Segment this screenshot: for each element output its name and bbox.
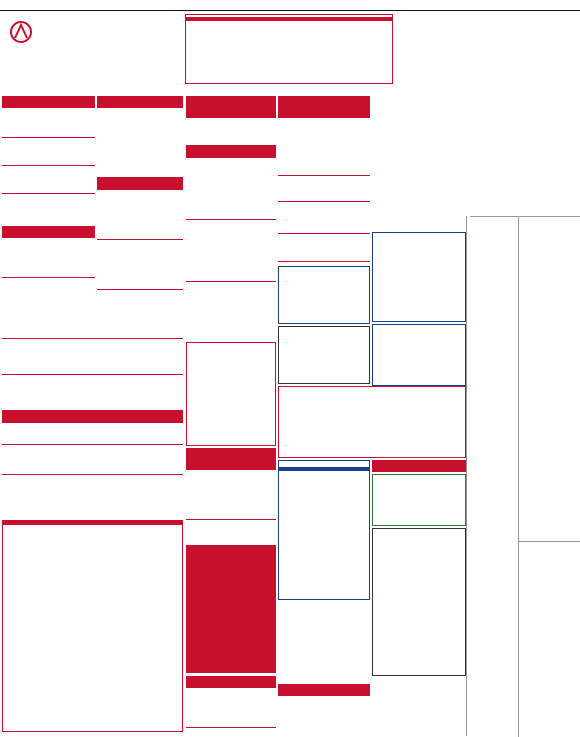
ad-german-shepherd: [97, 190, 183, 240]
cars-wanted-ad: [186, 342, 276, 446]
ad-painting: [278, 118, 370, 176]
ad-guitars: [2, 423, 183, 445]
goods-vehicle-text: [519, 546, 580, 548]
section-situations: [186, 676, 276, 688]
ad-dog-training: [97, 240, 183, 290]
ad-builder: [278, 202, 370, 234]
column-gardening: [372, 460, 466, 472]
contact-block: [186, 17, 392, 21]
ad-collie-pups: [186, 118, 276, 146]
deadline-banner: [185, 14, 393, 84]
column-poultry: [97, 96, 183, 178]
ad-plasterer: [278, 234, 370, 262]
goods-vehicle-notice: [518, 541, 580, 737]
postal-row-12: [9, 581, 176, 603]
postal-title: [3, 521, 182, 525]
section-gardening: [372, 460, 466, 472]
it-pays-to-advertise: [372, 680, 466, 725]
section-trades-1: [186, 96, 276, 118]
column-pets-2: [97, 178, 183, 290]
column-trades-right: [278, 96, 370, 262]
section-for-sale: [2, 96, 95, 108]
licensing-notice-1: [466, 216, 518, 736]
ad-spaniel: [2, 339, 183, 375]
licensing-notice-2: [518, 216, 580, 541]
ad-joinery: [278, 176, 370, 202]
postal-copy-box: [2, 520, 183, 732]
online-subscription-ad: [186, 545, 276, 673]
ad-bricklayer: [186, 688, 276, 728]
infrastructure-notice-2: [479, 14, 525, 214]
section-pets-1: [2, 226, 95, 238]
ad-2-bedroom: [186, 158, 276, 220]
ad-kittens: [2, 375, 183, 411]
ad-sticks: [2, 138, 95, 166]
local-govt-notice: [525, 14, 580, 216]
ad-slates: [2, 445, 183, 475]
bathroom-ad: [278, 460, 370, 600]
column-pets-wide: [2, 281, 183, 475]
alpha-logo-icon: [9, 20, 39, 44]
drafty-windows-ad: [372, 232, 466, 322]
home-care-ad: [372, 324, 466, 386]
ad-turf: [2, 166, 95, 194]
section-farming: [278, 684, 370, 696]
road-closure-block: [362, 138, 480, 200]
postal-row-6: [9, 559, 176, 581]
column-caravans: [186, 448, 276, 520]
postal-row-3: [9, 537, 176, 559]
section-accommodation: [186, 146, 276, 158]
licensing-text-2: [519, 220, 580, 222]
hedge-cutting-ad: [372, 474, 466, 526]
licensing-text-1: [467, 220, 518, 222]
ad-static-caravans: [186, 470, 276, 520]
column-trades-left: [186, 96, 276, 282]
gardener-barry-ad: [372, 528, 466, 676]
road-closure-text: [362, 138, 480, 200]
dirty-carpets-ad: [278, 326, 370, 384]
section-trades-2: [278, 96, 370, 118]
ad-sheep-dog: [2, 238, 95, 278]
section-caravans: [186, 448, 276, 470]
section-wanted: [2, 411, 183, 423]
ad-careco: [2, 108, 95, 138]
local-govt-sign: [525, 20, 580, 22]
ad-4-bedroom: [186, 220, 276, 282]
hometec-ad: [278, 386, 466, 458]
postal-prices: [3, 537, 182, 603]
column-situations: [186, 676, 276, 728]
column-farming: [278, 684, 370, 736]
ad-garden-hens: [97, 108, 183, 178]
ad-haylage: [278, 696, 370, 736]
infrastructure-text-2: [479, 40, 525, 42]
campbell-chimney-ad: [278, 266, 370, 324]
page-header: [0, 0, 580, 10]
section-poultry: [97, 96, 183, 108]
section-pets-2: [97, 178, 183, 190]
hedge-title: [373, 475, 465, 479]
column-pets-left: [2, 226, 95, 278]
classifieds-logo: [5, 20, 180, 84]
postal-intro: [3, 529, 182, 537]
